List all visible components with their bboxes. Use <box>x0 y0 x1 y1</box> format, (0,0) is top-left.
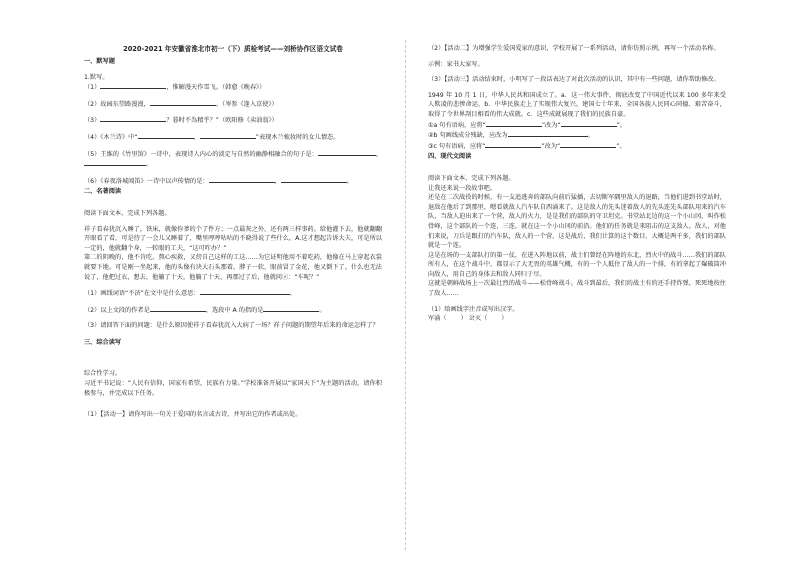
answer-blank[interactable] <box>200 288 290 295</box>
q-text: 。 <box>346 177 353 185</box>
modern-reading-passage-3: 这就是朝鲜战场上一次最壮烈的战斗——松骨峰战斗。战斗到最后，我们的战士有的还手持炸弹，死死地按住了敌人…… <box>428 280 726 298</box>
exam-title: 2020-2021 年安徽省淮北市初一（下）质检考试——刘桥协作区语文试卷 <box>123 45 343 53</box>
question-1-2 <box>84 99 382 110</box>
modern-reading-subtitle: 让我还来说一段故事吧。 <box>428 184 497 192</box>
answer-blank[interactable] <box>138 132 194 139</box>
question-2-3: （3）请回答下面的问题：是什么原因使祥子看春犹沉入大病了一场？祥子问题的期望年后来的命运怎样了？ <box>84 322 379 330</box>
right-column <box>428 44 726 553</box>
answer-blank[interactable] <box>150 99 216 106</box>
question-2-1 <box>84 288 382 299</box>
answer-blank[interactable] <box>560 141 616 148</box>
q-text: 。 <box>319 306 326 314</box>
q-text: ②b 句画线成分残缺，应改为 <box>428 132 508 140</box>
answer-blank[interactable] <box>561 120 617 127</box>
q-text: 军涌（ <box>428 315 447 323</box>
column-divider <box>405 40 406 550</box>
question-1-6: （6）《春夜洛城闻笛》一诗中以声传情的是： ， 。 <box>84 177 353 185</box>
answer-blank[interactable] <box>281 176 347 183</box>
section-heading-composite: 三、综合读写 <box>84 338 122 346</box>
q-text: （1）画线词语“不济”在文中是什么意思： <box>84 290 200 298</box>
section-heading-classics: 二、名著阅读 <box>84 188 122 196</box>
q-text: （5）王维的《竹里馆》一诗中，表现诗人内心的淡定与自然的幽静相融合的句子是： <box>84 150 318 158</box>
answer-blank[interactable] <box>485 141 541 148</box>
q-text: 。 <box>587 132 594 140</box>
answer-blank[interactable] <box>150 305 206 312</box>
answer-blank[interactable] <box>200 132 256 139</box>
question-1-1 <box>84 82 382 93</box>
q-text: ①a 句有语病，应将“ <box>428 121 486 129</box>
classics-intro: 阅读下面文本，完成下列各题。 <box>84 209 171 217</box>
q-text: ”改为“ <box>541 142 561 150</box>
question-3-3: （3）【活动三】活动结束时，小明写了一段话表达了对此次活动的认识，其中有一些问题，请你帮助修改。 <box>428 76 720 84</box>
answer-blank[interactable] <box>486 120 542 127</box>
question-1-3 <box>84 115 382 126</box>
question-3-2-example: 示例：家书大家写。 <box>428 60 484 68</box>
composite-passage: 习近平书记说：“人民有信仰，国家有希望，民族有力量。”学校准备开展以“家国天下”为主题的活动，请你积极参与，并完成以下任务。 <box>84 380 382 397</box>
q-text: （2）故园东望路漫漫， <box>84 100 150 108</box>
q-text: ， <box>193 133 200 141</box>
question-3-3-passage: 1949 年 10 月 1 日，中华人民共和国成立了。a．这一伟大事件，彻底改变了中国近代以来 100 多年来受人欺凌的悲惨命运，b．中华民族走上了实现伟大复兴。建国七十年来，全国各族人民同心同德、艰苦奋斗，取得了令世界刮目相看的伟大成就。c．这些成就展现了我们的民族自豪。 <box>428 91 726 118</box>
q-text: 。 <box>146 161 153 169</box>
q-text: ，惟解漫天作雪飞。（韩愈《晚春》） <box>166 84 266 92</box>
question-3-1: （1）【活动一】请你写出一句关于爱国的名言或古诗，并写出它的作者或出处。 <box>84 411 302 419</box>
question-4-1-answers <box>428 314 726 324</box>
left-column <box>84 56 382 553</box>
fix-a <box>428 120 726 131</box>
modern-reading-passage-2: 这是在场的一支部队打的第一仗，在进入阵地以前，战士们曾经在阵地的东北，烈火中的战斗……我们的部队所有人，在这个战斗中，都显示了大无畏的英雄气概，有的一个人抵住了敌人的一个排，有的拿起了爆破筒冲向敌人，用自己的身体去和敌人同归于尽。 <box>428 251 726 278</box>
q-text: ③c 句有语病，应将“ <box>428 142 486 150</box>
q-text: ”。 <box>616 121 627 129</box>
q-text: 。（岑参《逢入京使》） <box>215 100 278 108</box>
question-1-4 <box>84 132 382 143</box>
section-heading-dictation: 一、默写题 <box>84 58 115 65</box>
q-text: ，选段中 A 的指的是 <box>205 306 264 314</box>
q-text: （4）《木兰诗》中“ <box>84 133 138 141</box>
q-text: （6）《春夜洛城闻笛》一诗中以声传情的是： <box>84 177 209 185</box>
q-text: ） 岔灭（ <box>460 315 488 323</box>
q-text: ”。 <box>616 142 626 150</box>
composite-intro: 综合性学习。 <box>84 370 122 378</box>
dictation-subtitle: 1.默写。 <box>84 73 109 81</box>
modern-reading-intro: 阅读下面文本，完成下列各题。 <box>428 174 515 182</box>
answer-blank[interactable] <box>100 82 166 89</box>
q-text: ？暮时不為精乎？”（欧阳修《卖油翁》） <box>166 117 278 125</box>
question-3-2: （2）【活动二】为增强学生爱国爱家的意识，学校开展了一系列活动，请你仿照示例，再写一个活动名称。 <box>428 45 720 52</box>
q-text: 。 <box>289 290 296 298</box>
classics-passage-1: 祥子看春犹沉入睡了，铁床，就像你爹的个了件方；一点最灰之外，还有两三样事药。给他灌下去，他就翻翻开眼看了看，可是待了一会儿又睡着了，嘴里哼哼咕咕的不晓得说了些什么。A.这才想起告诉大夫，可是所以一定的，他就翻个身，一转眼的工夫，“这可咋办？” <box>84 225 382 252</box>
q-text: （2）以上文段的作者是 <box>84 306 150 314</box>
modern-reading-passage-1: 还是在二次战役的时候，有一支追逃奔的部队向前后猛插，去切断军隅里敌人的退路，当他们进到书堂站时，退敌在他后了到那里，嗯看就敌人汽车队自西涌来了。这是敌人的先头迷着敌人的先头连先头部队用来的汽车队，当敌人迫出来了一个营，敌人的火力，是是我们的部队的守卫坦克。书堂站北边的这一个小山冈，叫作松骨峰，这个部队的一个连，三连，就在这一个小山冈的前沿。他们的任务就是来阻击的这支敌人。敌人，对他们来说，刀兵是跟打的汽车队，敌人的一个营，这是战后，我们计算的这个数目，大概是两千多，我们的部队就是一个连。 <box>428 194 726 250</box>
question-4-1: （1）给画线字注音或写出汉字。 <box>428 305 519 313</box>
q-text: ） <box>501 315 508 323</box>
answer-blank[interactable] <box>100 115 166 122</box>
fix-b <box>428 130 726 141</box>
q-num: （3） <box>84 117 101 125</box>
answer-blank[interactable] <box>508 130 588 137</box>
q-text: ”表现木兰梳妆时的女儿情态。 <box>255 133 340 141</box>
question-2-2 <box>84 305 382 316</box>
fix-c <box>428 141 726 152</box>
section-heading-modern-reading: 四、现代文阅读 <box>428 153 472 161</box>
answer-blank[interactable] <box>318 149 376 156</box>
q-text: ”改为“ <box>541 121 561 129</box>
answer-blank[interactable] <box>209 176 275 183</box>
classics-passage-2: 第二的阴晚的，他不肯吃。熬心疾救，又傍自己这样的工这……为它证明他用不着吃药，他像在马上穿起衣裳就要下地。可是刚一坐起来，他的头像有块大石头那着，脖子一软，眼前冒了金花，他又倒下了。什么也无法说了，他把过衣，想去，他躺了十天，他躺了十天，再那过了后，他就问ⓐ：“车呢？” <box>84 254 382 281</box>
answer-blank[interactable] <box>263 305 319 312</box>
question-1-5: （5）王维的《竹里馆》一诗中，表现诗人内心的淡定与自然的幽静相融合的句子是： ，。 <box>84 150 382 169</box>
answer-blank[interactable] <box>84 159 146 166</box>
q-num: （1） <box>84 84 101 92</box>
